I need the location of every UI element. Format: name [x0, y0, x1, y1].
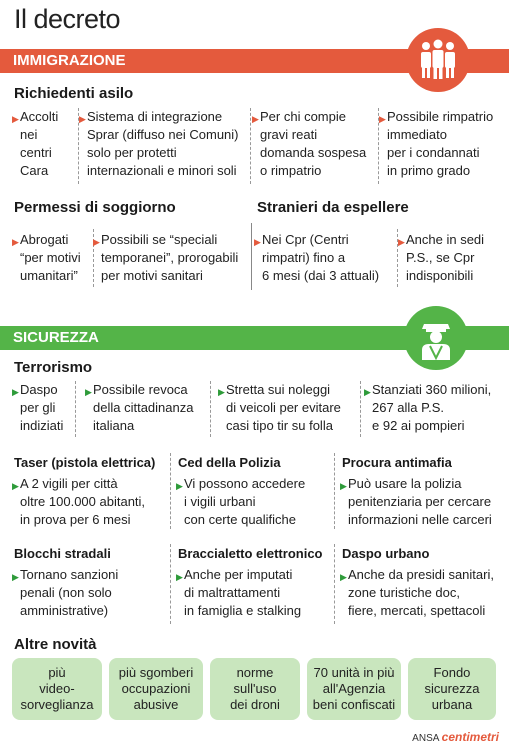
divider: [251, 223, 252, 290]
list-item: ▶ Anche da presidi sanitari, zone turistiche doc, fiere, mercati, spettacoli: [340, 567, 494, 618]
list-item: ▶ A 2 vigili per città oltre 100.000 abitanti, in prova per 6 mesi: [12, 476, 146, 527]
list-item: ▶ Possibile rimpatrio immediato per i condannati in primo grado: [379, 109, 494, 178]
procura-title: Procura antimafia: [342, 455, 452, 470]
divider: [334, 544, 335, 624]
pill-item: più video- sorveglianza: [12, 658, 102, 720]
list-item: ▶ Nei Cpr (Centri rimpatri) fino a 6 mesi (dai 3 attuali): [254, 232, 380, 283]
list-item: ▶ Possibile revoca della cittadinanza italiana: [85, 382, 194, 433]
list-item: ▶ Stretta sui noleggi di veicoli per evitare casi tipo tir su folla: [218, 382, 341, 433]
divider: [210, 381, 211, 437]
arrow-icon: ▶: [340, 572, 347, 582]
list-item: ▶ Daspo per gli indiziati: [12, 382, 64, 433]
arrow-icon: ▶: [364, 387, 371, 397]
list-item: ▶ Per chi compie gravi reati domanda sospesa o rimpatrio: [252, 109, 367, 178]
list-item: ▶ Accolti nei centri Cara: [12, 109, 59, 178]
divider: [75, 381, 76, 437]
daspo-urbano-title: Daspo urbano: [342, 546, 430, 561]
altre-title: Altre novità: [14, 636, 97, 653]
braccialetto-title: Braccialetto elettronico: [178, 546, 323, 561]
arrow-icon: ▶: [254, 237, 261, 247]
arrow-icon: ▶: [398, 237, 405, 247]
list-item: ▶ Tornano sanzioni penali (non solo amministrative): [12, 567, 119, 618]
pill-item: più sgomberi occupazioni abusive: [109, 658, 203, 720]
pill-item: Fondo sicurezza urbana: [408, 658, 496, 720]
people-icon: [406, 28, 470, 92]
list-item: ▶ Anche per imputati di maltrattamenti in famiglia e stalking: [176, 567, 302, 618]
pill-item: norme sull'uso dei droni: [210, 658, 300, 720]
sicurezza-label: SICUREZZA: [13, 329, 99, 346]
arrow-icon: ▶: [340, 481, 347, 491]
arrow-icon: ▶: [79, 114, 86, 124]
stranieri-title: Stranieri da espellere: [257, 199, 409, 216]
arrow-icon: ▶: [12, 572, 19, 582]
arrow-icon: ▶: [12, 481, 19, 491]
divider: [170, 453, 171, 529]
list-item: ▶ Anche in sedi P.S., se Cpr indisponibili: [398, 232, 485, 283]
list-item: ▶ Può usare la polizia penitenziaria per cercare informazioni nelle carceri: [340, 476, 492, 527]
richiedenti-title: Richiedenti asilo: [14, 85, 134, 102]
arrow-icon: ▶: [252, 114, 259, 124]
page-title: Il decreto: [14, 4, 121, 34]
list-item: ▶ Stanziati 360 milioni, 267 alla P.S. e 92 ai pompieri: [364, 382, 492, 433]
permessi-title: Permessi di soggiorno: [14, 199, 176, 216]
list-item: ▶ Possibili se “speciali temporanei”, prorogabili per motivi sanitari: [93, 232, 239, 283]
immigrazione-label: IMMIGRAZIONE: [13, 52, 126, 69]
pill-item: 70 unità in più all'Agenzia beni confiscati: [307, 658, 401, 720]
police-officer-icon: [404, 306, 468, 370]
arrow-icon: ▶: [218, 387, 225, 397]
list-item: ▶ Abrogati “per motivi umanitari”: [12, 232, 81, 283]
list-item: ▶ Vi possono accedere i vigili urbani con certe qualifiche: [176, 476, 306, 527]
arrow-icon: ▶: [93, 237, 100, 247]
ced-title: Ced della Polizia: [178, 455, 281, 470]
arrow-icon: ▶: [85, 387, 92, 397]
arrow-icon: ▶: [12, 237, 19, 247]
arrow-icon: ▶: [12, 387, 19, 397]
arrow-icon: ▶: [379, 114, 386, 124]
arrow-icon: ▶: [12, 114, 19, 124]
list-item: ▶ Sistema di integrazione Sprar (diffuso nei Comuni) solo per protetti internazionali e minori soli: [79, 109, 239, 178]
blocchi-title: Blocchi stradali: [14, 546, 111, 561]
divider: [334, 453, 335, 529]
divider: [360, 381, 361, 437]
divider: [170, 544, 171, 624]
arrow-icon: ▶: [176, 572, 183, 582]
terrorismo-title: Terrorismo: [14, 359, 93, 376]
footer-credit: ANSA centimetri: [412, 730, 499, 744]
arrow-icon: ▶: [176, 481, 183, 491]
taser-title: Taser (pistola elettrica): [14, 455, 156, 470]
divider: [250, 108, 251, 184]
